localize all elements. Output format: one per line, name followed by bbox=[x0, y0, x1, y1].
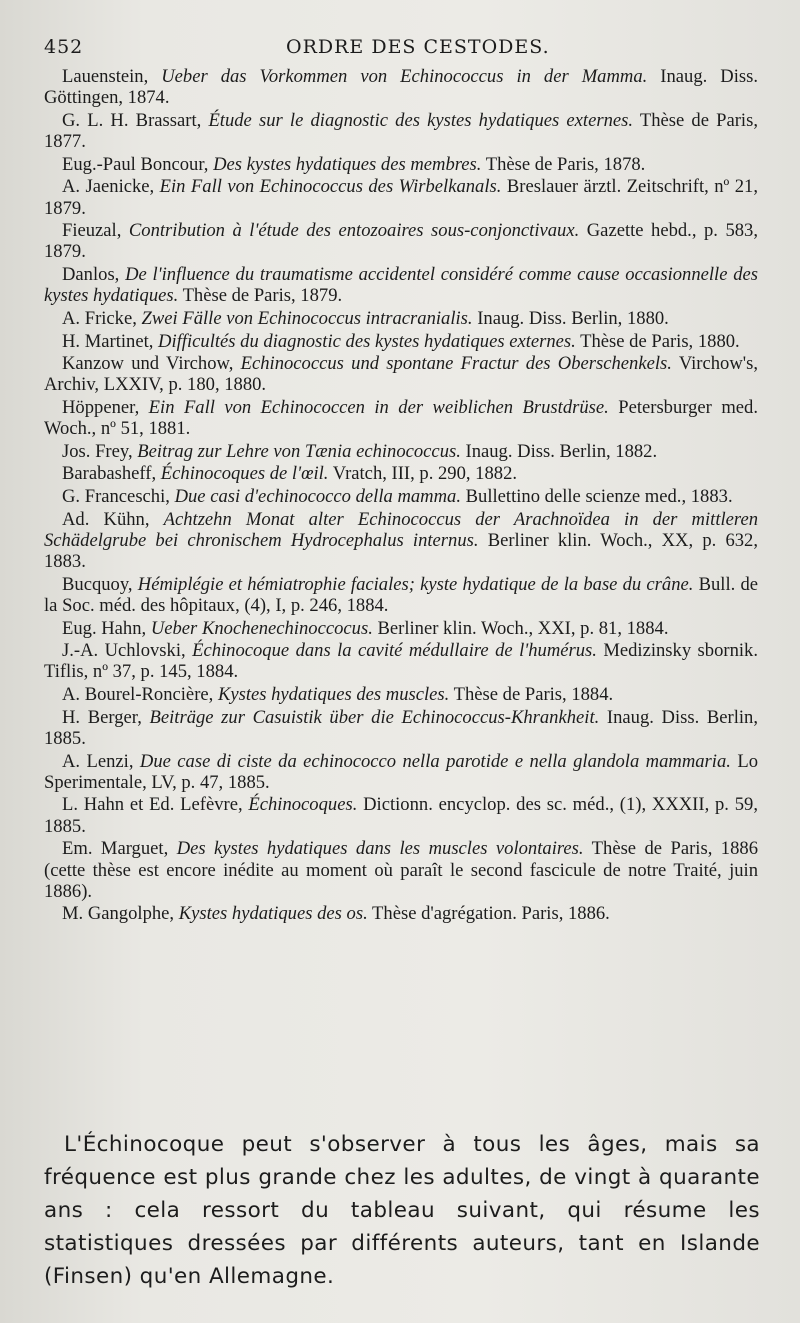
entry-details: Inaug. Diss. Berlin, 1880. bbox=[472, 307, 669, 329]
entry-details: Berliner klin. Woch., XX, p. 632, 1883. bbox=[44, 529, 758, 573]
bibliography-entry bbox=[44, 264, 758, 306]
entry-details: Dictionn. encyclop. des sc. méd., (1), XXXII, p. 59, 1885. bbox=[44, 794, 758, 837]
entry-details: Medizinsky sbornik. Tiflis, nº 37, p. 145, 1884. bbox=[44, 640, 758, 683]
entry-author: H. Martinet, bbox=[62, 330, 159, 352]
bibliography-entry bbox=[44, 707, 758, 749]
entry-author: Fieuzal, bbox=[62, 220, 129, 242]
entry-title: Achtzehn Monat alter Echinococcus der Arachnoïdea in der mittleren Schädelgrube bei chronischem Hydrocephalus internus. bbox=[44, 508, 758, 551]
entry-author: G. L. H. Brassart, bbox=[62, 109, 209, 131]
body-paragraph: L'Échinocoque peut s'observer à tous les âges, mais sa fréquence est plus grande chez les adultes, de vingt à quarante ans : cela ressort du tableau suivant, qui résume les statistiques dressées par différents auteurs, tant en Islande (Finsen) qu'en Allemagne. bbox=[44, 1132, 760, 1289]
entry-title: De l'influence du traumatisme accidentel considéré comme cause occasionnelle des kystes hydatiques. bbox=[44, 264, 758, 307]
bibliography-entry bbox=[44, 903, 758, 924]
entry-details: Breslauer ärztl. Zeitschrift, nº 21, 1879. bbox=[44, 176, 759, 219]
entry-author: Höppener, bbox=[62, 396, 149, 418]
bibliography-entry bbox=[44, 353, 758, 395]
entry-details: Inaug. Diss. Berlin, 1885. bbox=[44, 706, 758, 749]
bibliography-entry bbox=[44, 441, 758, 462]
entry-details: Petersburger med. Woch., nº 51, 1881. bbox=[44, 396, 758, 440]
entry-details: Bullettino delle scienze med., 1883. bbox=[460, 486, 733, 508]
entry-details: Thèse de Paris, 1884. bbox=[449, 684, 614, 706]
bibliography-entry bbox=[44, 154, 758, 175]
bibliography-entry bbox=[44, 509, 758, 573]
entry-title: Ueber das Vorkommen von Echinococcus in der Mamma. bbox=[161, 66, 648, 87]
entry-author: M. Gangolphe, bbox=[62, 903, 179, 925]
entry-title: Ein Fall von Echinococcus des Wirbelkanals. bbox=[159, 176, 502, 198]
entry-author: Ad. Kühn, bbox=[62, 508, 164, 530]
entry-title: Beitrag zur Lehre von Tænia echinococcus. bbox=[137, 440, 461, 462]
entry-title: Étude sur le diagnostic des kystes hydatiques externes. bbox=[208, 109, 634, 131]
bibliography-entry bbox=[44, 463, 758, 484]
bibliography-entry bbox=[44, 308, 758, 329]
entry-title: Due case di ciste da echinococco nella parotide e nella glandola mammaria. bbox=[139, 750, 731, 772]
bibliography-entry bbox=[44, 486, 758, 507]
bibliography-entry bbox=[44, 751, 758, 793]
entry-author: Barabasheff, bbox=[62, 463, 161, 485]
entry-details: Bull. de la Soc. méd. des hôpitaux, (4), I, p. 246, 1884. bbox=[44, 573, 758, 616]
entry-title: Des kystes hydatiques des membres. bbox=[213, 153, 482, 175]
bibliography-entry bbox=[44, 397, 758, 439]
entry-title: Echinococcus und spontane Fractur des Oberschenkels. bbox=[240, 353, 672, 375]
entry-title: Hémiplégie et hémiatrophie faciales; kyste hydatique de la base du crâne. bbox=[137, 573, 694, 595]
entry-details: Vratch, III, p. 290, 1882. bbox=[328, 463, 518, 485]
entry-details: Gazette hebd., p. 583, 1879. bbox=[44, 220, 758, 263]
bibliography-entry bbox=[44, 110, 758, 152]
entry-author: Em. Marguet, bbox=[62, 838, 177, 860]
entry-details: Berliner klin. Woch., XXI, p. 81, 1884. bbox=[372, 617, 669, 639]
entry-title: Ueber Knochenechinoccocus. bbox=[150, 617, 373, 639]
entry-details: Thèse d'agrégation. Paris, 1886. bbox=[367, 903, 610, 925]
entry-details: Lo Sperimentale, LV, p. 47, 1885. bbox=[44, 750, 758, 793]
entry-title: Kystes hydatiques des muscles. bbox=[217, 684, 450, 706]
page-number: 452 bbox=[44, 36, 84, 58]
entry-author: J.-A. Uchlovski, bbox=[62, 640, 193, 662]
bibliography-entry bbox=[44, 66, 758, 108]
entry-author: A. Fricke, bbox=[62, 307, 142, 329]
entry-author: Kanzow und Virchow, bbox=[62, 353, 241, 375]
entry-author: A. Jaenicke, bbox=[62, 176, 160, 198]
entry-author: Lauenstein, bbox=[62, 66, 162, 87]
entry-title: Échinocoques. bbox=[248, 794, 358, 816]
bibliography-entry bbox=[44, 618, 758, 639]
entry-title: Des kystes hydatiques dans les muscles volontaires. bbox=[176, 838, 584, 860]
entry-title: Ein Fall von Echinococcen in der weiblichen Brustdrüse. bbox=[148, 396, 609, 418]
entry-author: Danlos, bbox=[62, 264, 126, 286]
bibliography-entry bbox=[44, 684, 758, 705]
entry-author: Jos. Frey, bbox=[62, 440, 138, 462]
bibliography-list bbox=[44, 66, 758, 926]
bibliography-entry bbox=[44, 220, 758, 262]
entry-details: Virchow's, Archiv, LXXIV, p. 180, 1880. bbox=[44, 353, 758, 396]
bibliography-entry bbox=[44, 574, 758, 616]
entry-title: Beiträge zur Casuistik über die Echinococcus-Khrankheit. bbox=[149, 706, 600, 728]
bibliography-entry bbox=[44, 794, 758, 836]
entry-details: Thèse de Paris, 1879. bbox=[178, 285, 343, 307]
entry-author: Bucquoy, bbox=[62, 573, 138, 595]
entry-author: L. Hahn et Ed. Lefèvre, bbox=[62, 794, 249, 816]
entry-title: Échinocoque dans la cavité médullaire de l'humérus. bbox=[192, 640, 597, 662]
entry-details: Thèse de Paris, 1878. bbox=[481, 153, 646, 175]
entry-author: Eug. Hahn, bbox=[62, 617, 151, 639]
bibliography-entry bbox=[44, 640, 758, 682]
entry-title: Zwei Fälle von Echinococcus intracranialis. bbox=[141, 307, 473, 329]
bibliography-entry bbox=[44, 331, 758, 352]
entry-details: Thèse de Paris, 1877. bbox=[44, 109, 758, 153]
entry-details: Inaug. Diss. Berlin, 1882. bbox=[460, 440, 658, 462]
entry-details: Inaug. Diss. Göttingen, 1874. bbox=[44, 66, 759, 109]
entry-title: Échinocoques de l'œil. bbox=[160, 463, 329, 485]
entry-title: Due casi d'echinococco della mamma. bbox=[174, 486, 461, 508]
entry-details: Thèse de Paris, 1886 (cette thèse est encore inédite au moment où paraît le second fascicule de notre Traité, juin 1886). bbox=[44, 838, 758, 902]
bibliography-entry bbox=[44, 838, 758, 902]
entry-title: Contribution à l'étude des entozoaires sous-conjonctivaux. bbox=[128, 220, 580, 242]
entry-author: H. Berger, bbox=[62, 706, 150, 728]
entry-title: Difficultés du diagnostic des kystes hydatiques externes. bbox=[158, 330, 576, 352]
entry-details: Thèse de Paris, 1880. bbox=[575, 330, 740, 352]
running-head: ORDRE DES CESTODES. bbox=[286, 36, 550, 58]
page-header bbox=[44, 36, 756, 60]
entry-author: G. Franceschi, bbox=[62, 486, 175, 508]
entry-author: A. Lenzi, bbox=[62, 750, 140, 772]
entry-author: Eug.-Paul Boncour, bbox=[62, 153, 214, 175]
entry-title: Kystes hydatiques des os. bbox=[178, 903, 368, 925]
bibliography-entry bbox=[44, 176, 758, 218]
entry-author: A. Bourel-Roncière, bbox=[62, 684, 218, 706]
